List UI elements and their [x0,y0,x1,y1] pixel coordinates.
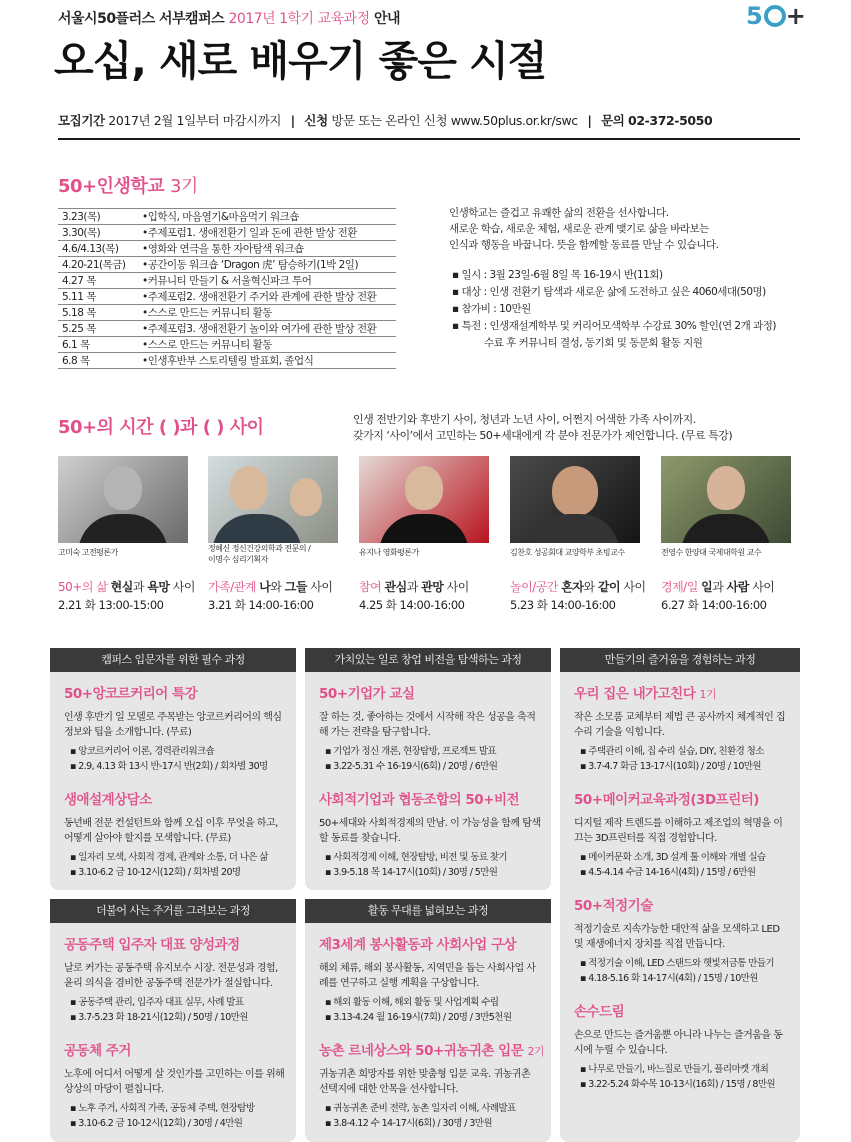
schedule-item: •주제포럼1. 생애전환기 일과 돈에 관한 발상 전환 [138,225,396,241]
schedule-date: 3.23(목) [58,209,138,225]
speaker-photo [359,456,489,543]
course-desc: 동년배 전문 컨설턴트와 함께 오십 이후 무엇을 하고, 어떻게 살아야 할지를 모색합니다. (무료) [64,818,278,844]
course-desc: 귀농귀촌 희망자를 위한 맞춤형 입문 교육. 귀농귀촌 선택지에 대한 안목을 선사합니다. [319,1069,531,1095]
speaker-caption: 유지나 영화평론가 [359,548,419,557]
course-title: 공동체 주거 [64,1043,131,1059]
speaker-date: 2.21 화 13:00-15:00 [58,598,164,612]
course-detail: ▪ 3.9-5.18 목 14-17시(10회) / 30명 / 5만원 [325,865,541,880]
course-detail: ▪ 일자리 모색, 사회적 경제, 관계와 소통, 더 나은 삶 [70,850,286,865]
course-desc: 손으로 만드는 즐거움뿐 아니라 나누는 즐거움을 동시에 누릴 수 있습니다. [574,1030,783,1056]
schedule-date: 4.6/4.13(목) [58,241,138,257]
course-detail: ▪ 앙코르커리어 이론, 경력관리워크숍 [70,744,286,759]
speaker-caption: 전영수 한양대 국제대학원 교수 [661,548,762,557]
schedule-item: •영화와 연극을 통한 자아탐색 워크숍 [138,241,396,257]
page-title: 오십, 새로 배우기 좋은 시절 [54,37,547,85]
school-title: 50+인생학교 3기 [58,176,198,197]
school-description: 인생학교는 즐겁고 유쾌한 삶의 전환을 선사합니다. 새로운 학습, 새로운 체험, 새로운 관계 맺기로 삶을 바라보는 인식과 행동을 바꿉니다. 뜻을 함께할 동료를 만날 수 있습니다. [449,207,719,251]
course-detail: ▪ 사회적경제 이해, 현장탐방, 비전 및 동료 찾기 [325,850,541,865]
course-title: 50+적정기술 [574,898,653,914]
course-detail: ▪ 3.10-6.2 금 10-12시(12회) / 30명 / 4만원 [70,1116,286,1131]
school-detail-item: ▪ 특전 : 인생재설계학부 및 커리어모색학부 수강료 30% 할인(연 2개 과정) [452,318,812,335]
header-subtitle-highlight: 2017년 1학기 교육과정 [228,11,370,27]
course-box [50,648,296,890]
course-title: 제3세계 봉사활동과 사회사업 구상 [319,937,517,953]
schedule-row [58,257,396,273]
schedule-date: 4.27 목 [58,273,138,289]
schedule-date: 6.1 목 [58,337,138,353]
schedule-date: 5.18 목 [58,305,138,321]
course-box-header: 캠퍼스 입문자를 위한 필수 과정 [50,648,296,672]
course-detail: ▪ 주택관리 이해, 집 수리 실습, DIY, 친환경 청소 [580,744,790,759]
speaker-theme: 가족/관계 나와 그들 사이 [208,580,333,594]
time-description: 인생 전반기와 후반기 사이, 청년과 노년 사이, 어쩐지 어색한 가족 사이까지. 갖가지 ‘사이’에서 고민하는 50+세대에게 각 분야 전문가가 제언합니다. (무료 특강) [353,413,733,442]
speaker-date: 4.25 화 14:00-16:00 [359,598,465,612]
course-title: 50+메이커교육과정(3D프린터) [574,792,759,808]
course [319,682,541,774]
course-box [560,648,800,1142]
speaker-photo [510,456,640,543]
course-box-header: 활동 무대를 넓혀보는 과정 [305,899,551,923]
speaker-theme: 50+의 삶 현실과 욕망 사이 [58,580,195,594]
speaker-theme: 놀이/공간 혼자와 같이 사이 [510,580,646,594]
course-detail: ▪ 3.7-4.7 화금 13-17시(10회) / 20명 / 10만원 [580,759,790,774]
course-desc: 작은 소모품 교체부터 제법 큰 공사까지 체계적인 집수리 기술을 익힙니다. [574,712,786,738]
course-detail: ▪ 해외 활동 이해, 해외 활동 및 사업계획 수립 [325,995,541,1010]
schedule-date: 6.8 목 [58,353,138,369]
course [64,933,286,1025]
course-title: 사회적기업과 협동조합의 50+비전 [319,792,520,808]
course [64,682,286,774]
course-desc: 노후에 어디서 어떻게 살 것인가를 고민하는 이를 위해 상상의 마당이 펼칩니다. [64,1069,285,1095]
course-detail: ▪ 3.10-6.2 금 10-12시(12회) / 회차별 20명 [70,865,286,880]
course-title: 생애설계상담소 [64,792,152,808]
speaker-theme: 경제/일 일과 사람 사이 [661,580,775,594]
course [319,1039,545,1131]
speaker-photo [58,456,188,543]
schedule-row [58,225,396,241]
course-title: 농촌 르네상스와 50+귀농귀촌 입문 2기 [319,1043,545,1059]
course [319,788,541,880]
schedule-date: 3.30(목) [58,225,138,241]
schedule-row [58,273,396,289]
schedule-row [58,321,396,337]
course-desc: 디지털 제작 트렌드를 이해하고 제조업의 혁명을 이끄는 3D프린터를 직접 경험합니다. [574,818,783,844]
speaker-date: 3.21 화 14:00-16:00 [208,598,314,612]
course-box-header: 가치있는 일로 창업 비전을 탐색하는 과정 [305,648,551,672]
course [574,682,790,774]
speaker-photo [661,456,791,543]
course-desc: 잘 하는 것, 좋아하는 것에서 시작해 작은 성공을 축적해 가는 전략을 탐구합니다. [319,712,536,738]
course-detail: ▪ 4.5-4.14 수금 14-16시(4회) / 15명 / 6만원 [580,865,790,880]
speaker-theme: 참여 관심과 관망 사이 [359,580,469,594]
course-detail: ▪ 공동주택 관리, 입주자 대표 실무, 사례 발표 [70,995,286,1010]
course-detail: ▪ 3.22-5.24 화수목 10-13시(16회) / 15명 / 8만원 [580,1077,790,1092]
logo-ring-icon [764,5,786,27]
course-detail: ▪ 메이커문화 소개, 3D 설계 툴 이해와 개별 실습 [580,850,790,865]
schedule-date: 5.25 목 [58,321,138,337]
schedule-item: •주제포럼3. 생애전환기 놀이와 여가에 관한 발상 전환 [138,321,396,337]
recruit-info: 모집기간 2017년 2월 1일부터 마감시까지 | 신청 방문 또는 온라인 신청 www.50plus.or.kr/swc | 문의 02-372-5050 [58,113,713,128]
course-detail: ▪ 3.7-5.23 화 18-21시(12회) / 50명 / 10만원 [70,1010,286,1025]
time-title: 50+의 시간 ( )과 ( ) 사이 [58,417,264,438]
schedule-item: •입학식, 마음열기&마음먹기 워크숍 [138,209,396,225]
course-detail: ▪ 적정기술 이해, LED 스탠드와 햇빛저금통 만들기 [580,956,790,971]
course [319,933,541,1025]
course-box-header: 더불어 사는 주거를 그려보는 과정 [50,899,296,923]
course-desc: 날로 커가는 공동주택 유지보수 시장. 전문성과 경험, 윤리 의식을 겸비한 공동주택 전문가가 절실합니다. [64,963,278,989]
school-detail-continuation: 수료 후 커뮤니티 결성, 동기회 및 동문회 활동 지원 [484,337,703,349]
schedule-item: •스스로 만드는 커뮤니티 활동 [138,337,396,353]
course-detail: ▪ 기업가 정신 개론, 현장탐방, 프로젝트 발표 [325,744,541,759]
course-detail: ▪ 2.9, 4.13 화 13시 반-17시 반(2회) / 회차별 30명 [70,759,286,774]
speaker-photo [208,456,338,543]
header-subtitle: 서울시50플러스 서부캠퍼스 2017년 1학기 교육과정 안내 [58,11,401,27]
course-detail: ▪ 3.13-4.24 월 16-19시(7회) / 20명 / 3만5천원 [325,1010,541,1025]
course [574,894,790,986]
course-detail: ▪ 3.22-5.31 수 16-19시(6회) / 20명 / 6만원 [325,759,541,774]
speaker-date: 6.27 화 14:00-16:00 [661,598,767,612]
schedule-row [58,337,396,353]
50plus-logo: 5 + [746,2,806,30]
course-title: 50+앙코르커리어 특강 [64,686,198,702]
schedule-row [58,305,396,321]
course-detail: ▪ 귀농귀촌 준비 전략, 농촌 일자리 이해, 사례발표 [325,1101,541,1116]
school-details [452,267,812,352]
speaker-caption: 고미숙 고전평론가 [58,548,118,557]
schedule-date: 5.11 목 [58,289,138,305]
schedule-row [58,241,396,257]
schedule-date: 4.20-21(목금) [58,257,138,273]
speaker-caption: 김찬호 성공회대 교양학부 초빙교수 [510,548,625,557]
schedule-row [58,289,396,305]
school-detail-item: ▪ 참가비 : 10만원 [452,301,812,318]
course-box [305,899,551,1142]
speaker-caption: 정혜신 정신건강의학과 전문의 / 이명수 심리기획자 [208,544,311,564]
school-schedule-table [58,208,396,369]
course-title: 우리 집은 내가고친다 1기 [574,686,717,702]
schedule-item: •인생후반부 스토리텔링 발표회, 졸업식 [138,353,396,369]
course-detail: ▪ 4.18-5.16 화 14-17시(4회) / 15명 / 10만원 [580,971,790,986]
course-desc: 50+세대와 사회적경제의 만남. 이 가능성을 함께 탐색할 동료를 찾습니다. [319,818,541,844]
schedule-item: •공간이동 워크숍 ‘Dragon 虎’ 탐승하기(1박 2일) [138,257,396,273]
course-box-header: 만들기의 즐거움을 경험하는 과정 [560,648,800,672]
schedule-item: •주제포럼2. 생애전환기 주거와 관계에 관한 발상 전환 [138,289,396,305]
course-title: 공동주택 입주자 대표 양성과정 [64,937,240,953]
course-desc: 해외 체류, 해외 봉사활동, 지역민을 돕는 사회사업 사례를 연구하고 실행 계획을 구상합니다. [319,963,536,989]
course-desc: 인생 후반기 일 모델로 주목받는 앙코르커리어의 핵심정보와 팁을 소개합니다. (무료) [64,712,282,738]
course [64,788,286,880]
course-box [305,648,551,890]
schedule-item: •스스로 만드는 커뮤니티 활동 [138,305,396,321]
course [64,1039,286,1131]
schedule-row [58,353,396,369]
school-detail-item: ▪ 일시 : 3월 23일-6월 8일 목 16-19시 반(11회) [452,267,812,284]
course-detail: ▪ 노후 주거, 사회적 가족, 공동체 주택, 현장탐방 [70,1101,286,1116]
header-divider [58,138,800,140]
course-title: 손수드림 [574,1004,625,1020]
course-box [50,899,296,1142]
course-desc: 적정기술로 지속가능한 대안적 삶을 모색하고 LED 및 재생에너지 장치를 직접 만듭니다. [574,924,780,950]
speaker-date: 5.23 화 14:00-16:00 [510,598,616,612]
school-detail-item: ▪ 대상 : 인생 전환기 탐색과 새로운 삶에 도전하고 싶은 4060세대(50명) [452,284,812,301]
course [574,788,790,880]
course-title: 50+기업가 교실 [319,686,415,702]
course [574,1000,790,1092]
schedule-item: •커뮤니티 만들기 & 서울혁신파크 투어 [138,273,396,289]
schedule-row [58,209,396,225]
course-detail: ▪ 나무로 만들기, 바느질로 만들기, 플리마켓 개최 [580,1062,790,1077]
course-detail: ▪ 3.8-4.12 수 14-17시(6회) / 30명 / 3만원 [325,1116,541,1131]
